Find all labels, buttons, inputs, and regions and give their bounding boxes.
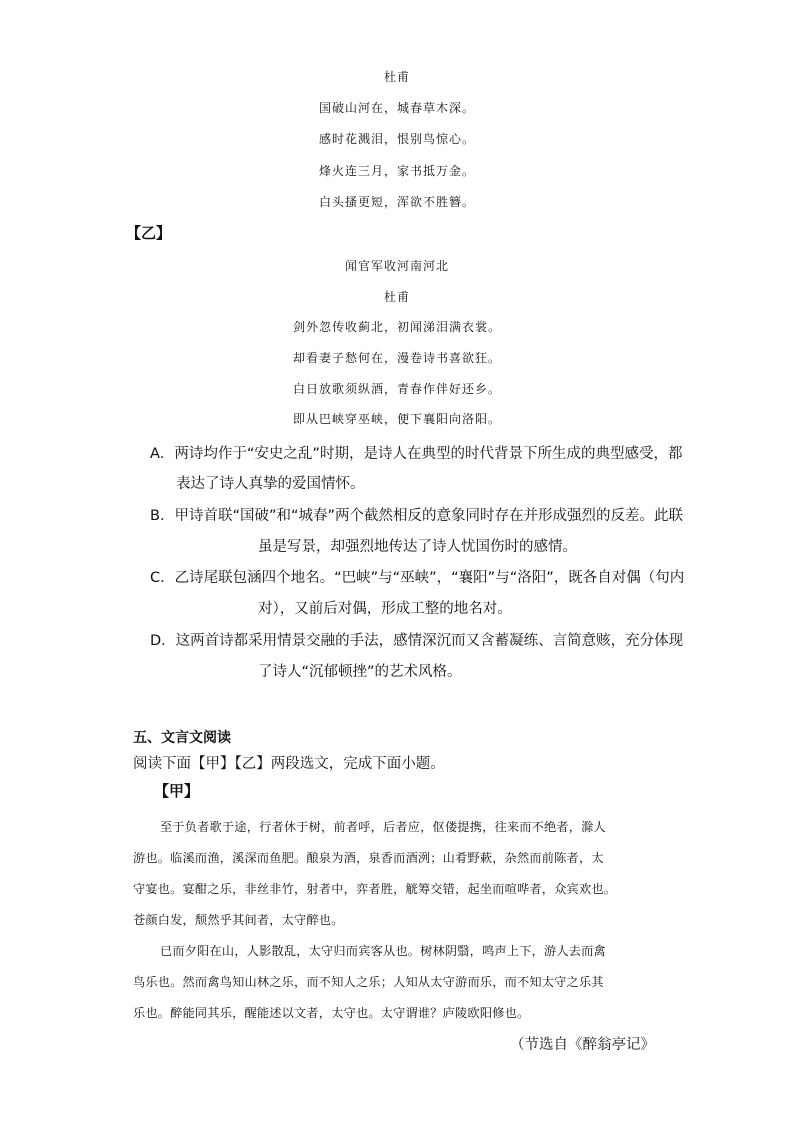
prose-line: 已而夕阳在山，人影散乱，太守归而宾客从也。树林阴翳，鸣声上下，游人去而禽 xyxy=(160,944,606,958)
prose-line: 游也。临溪而渔，溪深而鱼肥。酿泉为酒，泉香而酒洌；山肴野蔌，杂然而前陈者，太 xyxy=(133,851,604,865)
prose-line: 守宴也。宴酣之乐，非丝非竹，射者中，弈者胜，觥筹交错，起坐而喧哗者，众宾欢也。 xyxy=(133,882,617,896)
option-c-continuation: 对），又前后对偶，形成工整的地名对。 xyxy=(258,601,512,617)
section-yi-label: 【乙】 xyxy=(126,224,172,242)
poem1-author: 杜甫 xyxy=(383,70,410,84)
option-d xyxy=(150,629,683,650)
poem2-line-2: 却看妻子愁何在，漫卷诗书喜欲狂。 xyxy=(292,351,501,365)
section-instruction: 阅读下面【甲】【乙】两段选文，完成下面小题。 xyxy=(133,756,445,772)
prose-line: 苍颜白发，颓然乎其间者，太守醉也。 xyxy=(133,913,344,927)
option-b xyxy=(150,504,683,525)
poem2-author: 杜甫 xyxy=(383,290,410,304)
poem2-line-3: 白日放歌须纵酒，青春作伴好还乡。 xyxy=(292,382,501,396)
poem2-line-4: 即从巴峡穿巫峡，便下襄阳向洛阳。 xyxy=(292,412,501,426)
prose-line: 乐也。醉能同其乐，醒能述以文者，太守也。太守谓谁？庐陵欧阳修也。 xyxy=(133,1006,530,1020)
option-a xyxy=(150,442,682,463)
poem1-line-4: 白头搔更短，浑欲不胜簪。 xyxy=(318,195,475,209)
option-text: 乙诗尾联包涵四个地名。“巴峡”与“巫峡”，“襄阳”与“洛阳”，既各自对偶（句内 xyxy=(174,570,685,586)
poem1-line-2: 感时花溅泪，恨别鸟惊心。 xyxy=(318,132,475,146)
option-a-continuation: 表达了诗人真挚的爱国情怀。 xyxy=(176,476,365,492)
option-text: 这两首诗都采用情景交融的手法，感情深沉而又含蓄凝练、言简意赅，充分体现 xyxy=(175,633,684,649)
prose-line: 鸟乐也。然而禽鸟知山林之乐，而不知人之乐；人知从太守游而乐，而不知太守之乐其 xyxy=(133,975,604,989)
option-d-continuation: 了诗人“沉郁顿挫”的艺术风格。 xyxy=(258,664,462,680)
option-text: 甲诗首联“国破”和“城春”两个截然相反的意象同时存在并形成强烈的反差。此联 xyxy=(174,508,683,524)
poem1-line-3: 烽火连三月，家书抵万金。 xyxy=(318,164,475,178)
option-text: 两诗均作于“安史之乱”时期，是诗人在典型的时代背景下所生成的典型感受，都 xyxy=(174,446,683,462)
option-letter: A． xyxy=(150,446,175,462)
poem2-title: 闻官军收河南河北 xyxy=(344,259,449,273)
source-citation: （节选自《醉翁亭记》 xyxy=(510,1037,655,1053)
option-letter: B． xyxy=(150,508,175,524)
option-letter: C． xyxy=(150,570,175,586)
poem2-line-1: 剑外忽传收蓟北，初闻涕泪满衣裳。 xyxy=(292,320,501,334)
option-c xyxy=(150,566,684,587)
section-heading: 五、文言文阅读 xyxy=(133,730,231,746)
option-b-continuation: 虽是写景，却强烈地传达了诗人忧国伤时的感情。 xyxy=(258,539,577,555)
section-jia-label: 【甲】 xyxy=(154,782,200,800)
option-letter: D． xyxy=(150,633,176,649)
prose-line: 至于负者歌于途，行者休于树，前者呼，后者应，伛偻提携，往来而不绝者，滁人 xyxy=(160,820,606,834)
poem1-line-1: 国破山河在，城春草木深。 xyxy=(318,101,475,115)
